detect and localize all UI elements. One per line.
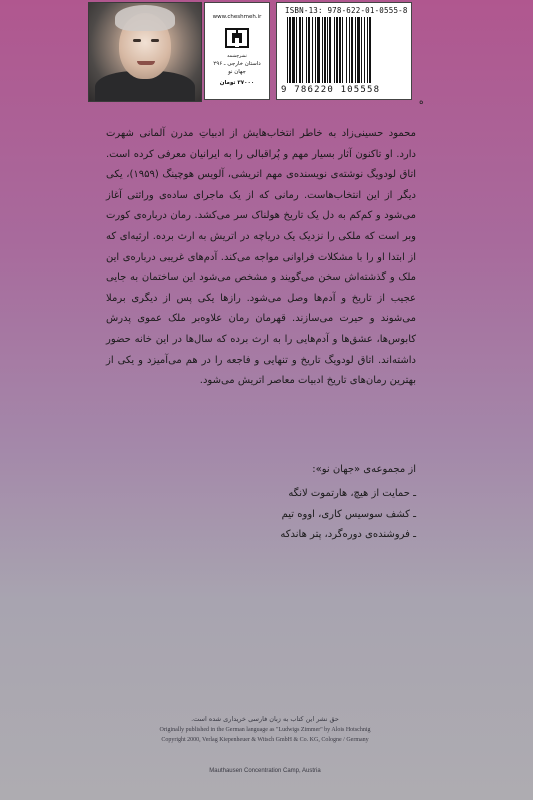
rights-en-copyright: Copyright 2000, Verlag Kiepenheuer & Witsch GmbH & Co. KG, Cologne / Germany xyxy=(161,737,369,743)
publisher-logo-caption: نشرچشمه xyxy=(227,54,247,59)
publisher-url: www.cheshmeh.ir xyxy=(212,14,262,20)
publisher-box xyxy=(204,2,270,100)
barcode-digits: 9 786220 105558 xyxy=(281,85,381,95)
rights-fa: حق نشر این کتاب به زبان فارسی خریداری شده است. xyxy=(191,715,339,723)
author-photo xyxy=(88,2,202,102)
publisher-logo-icon xyxy=(224,26,250,52)
price: ۳۷۰۰۰ تومان xyxy=(219,80,255,86)
series-book-item: ـ فروشنده‌ی دوره‌گرد، پتر هاندکه xyxy=(280,529,416,541)
rights-en-original: Originally published in the German language as "Ludwigs Zimmer" by Alois Hotschnig xyxy=(159,727,371,733)
series-number: داستان خارجی ـ ۲۹۶ xyxy=(213,61,261,67)
series-book-item: ـ حمایت از هیچ، هارتموت لانگه xyxy=(288,488,416,499)
isbn-barcode xyxy=(276,2,412,100)
series-book-list xyxy=(106,484,416,546)
description-paragraph: محمود حسینی‌زاد به خاطر انتخاب‌هایش از ادبیاتِ مدرن آلمانی شهرت دارد. او تاکنون آثار بسیار مهم و پُراقبالی را به ایرانیان معرفی کرده است. اتاق لودویگ نوشته‌ی نویسنده‌ی مهم اتریشی، آلویس هوچینگ (۱۹۵۹)، یکی دیگر از این انتخاب‌هاست. رمانی که از یک ماجرای ساده‌ی وراثتی آغاز می‌شود و کم‌کم به دل یک تاریخ هولناک سر می‌کشد. رمان درباره‌ی کورت وبر است که ملکی را نزدیک یک دریاچه در اتریش به ارث برده. ارثیه‌ای که از ابتدا او را با مشکلات فراوانی مواجه می‌کند. آدم‌های غریبی درباره‌ی این ملک و گذشته‌اش سخن می‌گویند و مشخص می‌شود این ساختمان به جایی عجیب از تاریخ و آدم‌ها وصل می‌شود. رازها یکی پس از دیگری برملا می‌شوند و حیرت می‌سازند. قهرمان رمان علاوه‌بر ملک عموی پدرش کابوس‌ها، عشق‌ها و آدم‌هایی را به ارث برده که سال‌ها در این خانه حضور داشته‌اند. اتاق لودویگ تاریخ و تنهایی و فاجعه را در هم می‌آمیزد و یکی از بهترین رمان‌های تاریخ ادبیات معاصر اتریش می‌شود. xyxy=(106,128,417,387)
cover-photo-caption: Mauthausen Concentration Camp, Austria xyxy=(209,768,321,774)
series-name: جهان نو xyxy=(228,69,246,75)
isbn-label: ISBN-13: 978-622-01-0555-8 xyxy=(285,6,408,15)
series-heading: از مجموعه‌ی «جهان نو»: xyxy=(312,464,416,475)
series-book-item: ـ کشف سوسیس کاری، اووه تیم xyxy=(281,508,416,520)
barcode-bars-icon xyxy=(285,17,405,85)
edge-mark: ه xyxy=(419,97,424,107)
rights-notice xyxy=(100,714,430,745)
book-description xyxy=(106,124,416,392)
